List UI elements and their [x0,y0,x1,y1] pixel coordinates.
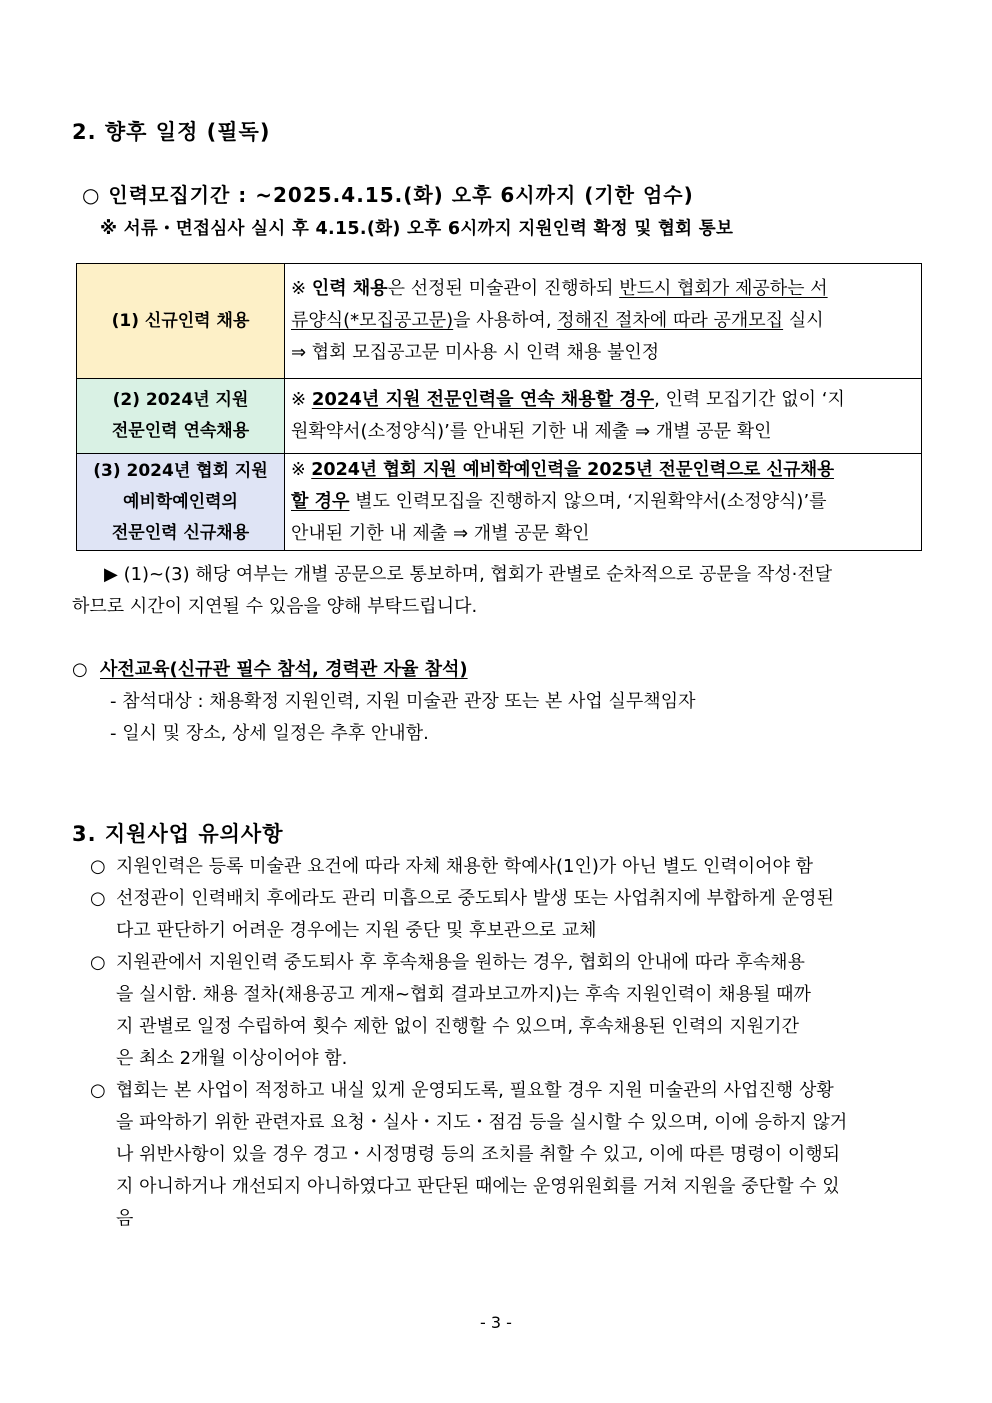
list-item: ○ 선정관이 인력배치 후에라도 관리 미흡으로 중도퇴사 발생 또는 사업취지에 부합하게 운영된 다고 판단하기 어려운 경우에는 지원 중단 및 후보관으로 교체 [90,888,834,941]
notice-paragraph: ▶ (1)~(3) 해당 여부는 개별 공문으로 통보하며, 협회가 관별로 순차적으로 공문을 작성·전달 하므로 시간이 지연될 수 있음을 양해 부탁드립니다. [72,564,833,617]
training-heading: ○ 사전교육(신규관 필수 참석, 경력관 자율 참석) [72,659,468,680]
training-title: 사전교육(신규관 필수 참석, 경력관 자율 참석) [100,659,468,680]
table-row [77,379,922,454]
section-2-title: 2. 향후 일정 (필독) [72,120,271,144]
list-item: ○ 지원인력은 등록 미술관 요건에 따라 자체 채용한 학예사(1인)가 아닌 별도 인력이어야 함 [90,856,814,877]
notes-list [90,851,920,1235]
section-3-title: 3. 지원사업 유의사항 [72,822,284,846]
screening-note: ※ 서류・면접심사 실시 후 4.15.(화) 오후 6시까지 지원인력 확정 및 협회 통보 [100,219,734,239]
row-body-prelim-curator: ※ 2024년 협회 지원 예비학예인력을 2025년 전문인력으로 신규채용 할 경우 별도 인력모집을 진행하지 않으며, ‘지원확약서(소정양식)’를 안내된 기한 내 제출 ⇒ 개별 공문 확인 [285,454,922,551]
row-body-continuation: ※ 2024년 지원 전문인력을 연속 채용할 경우, 인력 모집기간 없이 ‘지 원확약서(소정양식)’를 안내된 기한 내 제출 ⇒ 개별 공문 확인 [285,379,922,454]
schedule-table [76,263,922,551]
recruit-period-line: ○ 인력모집기간 : ~2025.4.15.(화) 오후 6시까지 (기한 엄수) [82,183,694,207]
list-item: ○ 지원관에서 지원인력 중도퇴사 후 후속채용을 원하는 경우, 협회의 안내에 따라 후속채용 을 실시함. 채용 절차(채용공고 게재~협회 결과보고까지)는 후속 지원인력이 채용될 때까 지 관별로 일정 수립하여 횟수 제한 없이 진행할 수 있으며, 후속채용된 인력의 지원기간 은 최소 2개월 이상이어야 함. [90,952,811,1069]
page-number: - 3 - [480,1313,512,1332]
row-body-new-hire: ※ 인력 채용은 선정된 미술관이 진행하되 반드시 협회가 제공하는 서 류양식(*모집공고문)을 사용하여, 정해진 절차에 따라 공개모집 실시 ⇒ 협회 모집공고문 미사용 시 인력 채용 불인정 [285,264,922,379]
list-item: ○ 협회는 본 사업이 적정하고 내실 있게 운영되도록, 필요할 경우 지원 미술관의 사업진행 상황 을 파악하기 위한 관련자료 요청・실사・지도・점검 등을 실시할 수 있으며, 이에 응하지 않거 나 위반사항이 있을 경우 경고・시정명령 등의 조치를 취할 수 있고, 이에 따른 명령이 이행되 지 아니하거나 개선되지 아니하였다고 판단된 때에는 운영위원회를 거쳐 지원을 중단할 수 있 음 [90,1080,848,1229]
table-row [77,454,922,551]
row-label-prelim-curator: (3) 2024년 협회 지원 예비학예인력의 전문인력 신규채용 [77,454,285,551]
row-label-continuation: (2) 2024년 지원 전문인력 연속채용 [77,379,285,454]
row-label-new-hire: (1) 신규인력 채용 [77,264,285,379]
training-item-target: - 참석대상 : 채용확정 지원인력, 지원 미술관 관장 또는 본 사업 실무책임자 [110,691,696,712]
table-row [77,264,922,379]
training-item-schedule: - 일시 및 장소, 상세 일정은 추후 안내함. [110,723,429,744]
